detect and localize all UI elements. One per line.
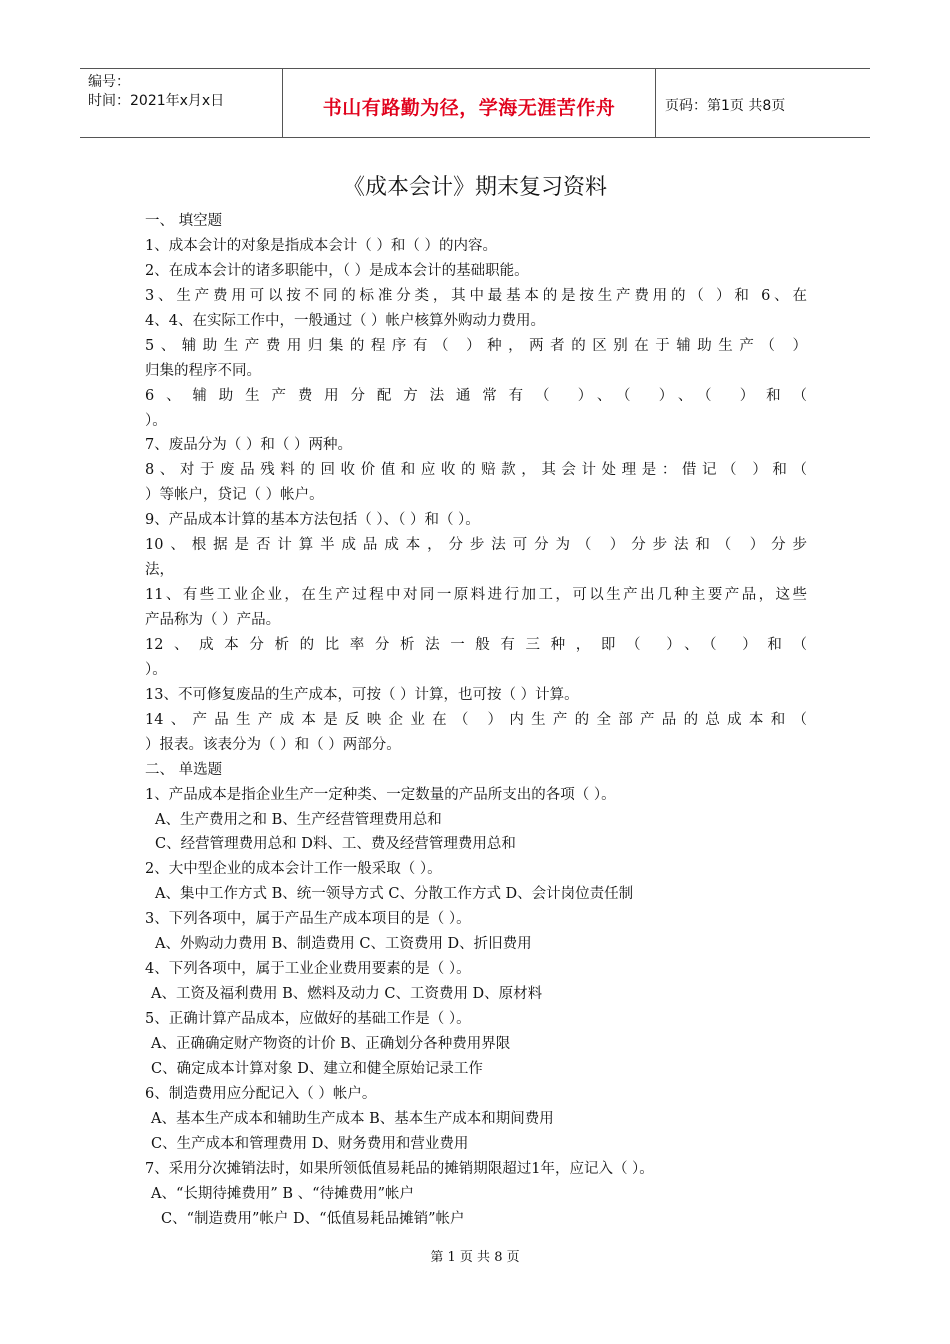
header-meta	[88, 73, 224, 111]
text-line: 法，	[145, 562, 174, 579]
text-line: A、基本生产成本和辅助生产成本 B、基本生产成本和期间费用	[151, 1110, 554, 1127]
text-line: 7、采用分次摊销法时，如果所领低值易耗品的摊销期限超过1年，应记入（ ）。	[145, 1160, 654, 1177]
text-line: ）。	[145, 661, 167, 678]
text-line: 2、大中型企业的成本会计工作一般采取（ ）。	[145, 861, 442, 878]
text-line: ）等帐户，贷记（ ）帐户。	[145, 487, 324, 504]
text-line: 11、有些工业企业，在生产过程中对同一原料进行加工，可以生产出几种主要产品，这些	[145, 587, 807, 604]
text-line: 1、产品成本是指企业生产一定种类、一定数量的产品所支出的各项（ ）。	[145, 786, 616, 803]
header-motto: 书山有路勤为径，学海无涯苦作舟	[322, 97, 616, 119]
header-divider	[655, 69, 656, 137]
text-line: 12、成本分析的比率分析法一般有三种，即（ ）、（ ）和（	[145, 636, 807, 653]
text-line: ）报表。该表分为（ ）和（ ）两部分。	[145, 736, 401, 753]
text-line: 4、下列各项中，属于工业企业费用要素的是（ ）。	[145, 961, 471, 978]
text-line: 6、辅助生产费用分配方法通常有（ ）、（ ）、（ ）和（	[145, 387, 807, 404]
text-line: 10、根据是否计算半成品成本，分步法可分为（ ）分步法和（ ）分步	[145, 537, 807, 554]
number-label: 编号：	[88, 74, 130, 90]
text-line: 9、产品成本计算的基本方法包括（ ）、（ ）和（ ）。	[145, 512, 480, 529]
text-line: A、正确确定财产物资的计价 B、正确划分各种费用界限	[151, 1035, 511, 1052]
text-line: C、确定成本计算对象 D、建立和健全原始记录工作	[151, 1060, 483, 1077]
text-line: 一、 填空题	[145, 213, 223, 229]
text-line: C、“制造费用”帐户 D、“低值易耗品摊销”帐户	[161, 1210, 465, 1227]
document-title: 《成本会计》期末复习资料	[342, 175, 607, 200]
text-line: 归集的程序不同。	[145, 362, 261, 379]
text-line: 5、正确计算产品成本，应做好的基础工作是（ ）。	[145, 1011, 471, 1027]
page-header	[80, 68, 870, 138]
text-line: 二、 单选题	[145, 761, 223, 778]
text-line: 4、4、在实际工作中，一般通过（ ）帐户核算外购动力费用。	[145, 312, 546, 329]
text-line: 2、在成本会计的诸多职能中，（ ）是成本会计的基础职能。	[145, 262, 529, 279]
date-label: 时间：2021年x月x日	[88, 93, 225, 109]
text-line: 产品称为（ ）产品。	[145, 612, 281, 628]
text-line: A、集中工作方式 B、统一领导方式 C、分散工作方式 D、会计岗位责任制	[155, 886, 634, 903]
text-line: A、生产费用之和 B、生产经营管理费用总和	[155, 811, 442, 828]
text-line: 1、成本会计的对象是指成本会计（ ）和（ ）的内容。	[145, 237, 497, 254]
text-line: C、经营管理费用总和 D料、工、费及经营管理费用总和	[155, 836, 516, 853]
page-footer: 第 1 页 共 8 页	[430, 1250, 520, 1265]
text-line: A、工资及福利费用 B、燃料及动力 C、工资费用 D、原材料	[151, 986, 543, 1003]
text-line: 13、不可修复废品的生产成本，可按（ ）计算，也可按（ ）计算。	[145, 686, 579, 703]
text-line: 14、产品生产成本是反映企业在（ ）内生产的全部产品的总成本和（	[145, 711, 807, 728]
text-line: 7、废品分为（ ）和（ ）两种。	[145, 437, 352, 454]
text-line: 6、制造费用应分配记入（ ）帐户。	[145, 1085, 377, 1102]
text-line: 3、生产费用可以按不同的标准分类，其中最基本的是按生产费用的（ ）和 6、在	[145, 287, 807, 304]
text-line: 3、下列各项中，属于产品生产成本项目的是（ ）。	[145, 911, 471, 928]
text-line: 8、对于废品残料的回收价值和应收的赔款，其会计处理是：借记（ ）和（	[145, 462, 807, 479]
text-line: 5、辅助生产费用归集的程序有（ ）种，两者的区别在于辅助生产（ ）	[145, 337, 807, 354]
header-page-info: 页码：第1页 共8页	[665, 98, 786, 114]
text-line: ）。	[145, 412, 167, 429]
text-line: C、生产成本和管理费用 D、财务费用和营业费用	[151, 1135, 469, 1152]
text-line: A、“长期待摊费用” B 、“待摊费用”帐户	[151, 1185, 414, 1202]
document-body	[145, 209, 807, 1231]
text-line: A、外购动力费用 B、制造费用 C、工资费用 D、折旧费用	[155, 936, 532, 953]
